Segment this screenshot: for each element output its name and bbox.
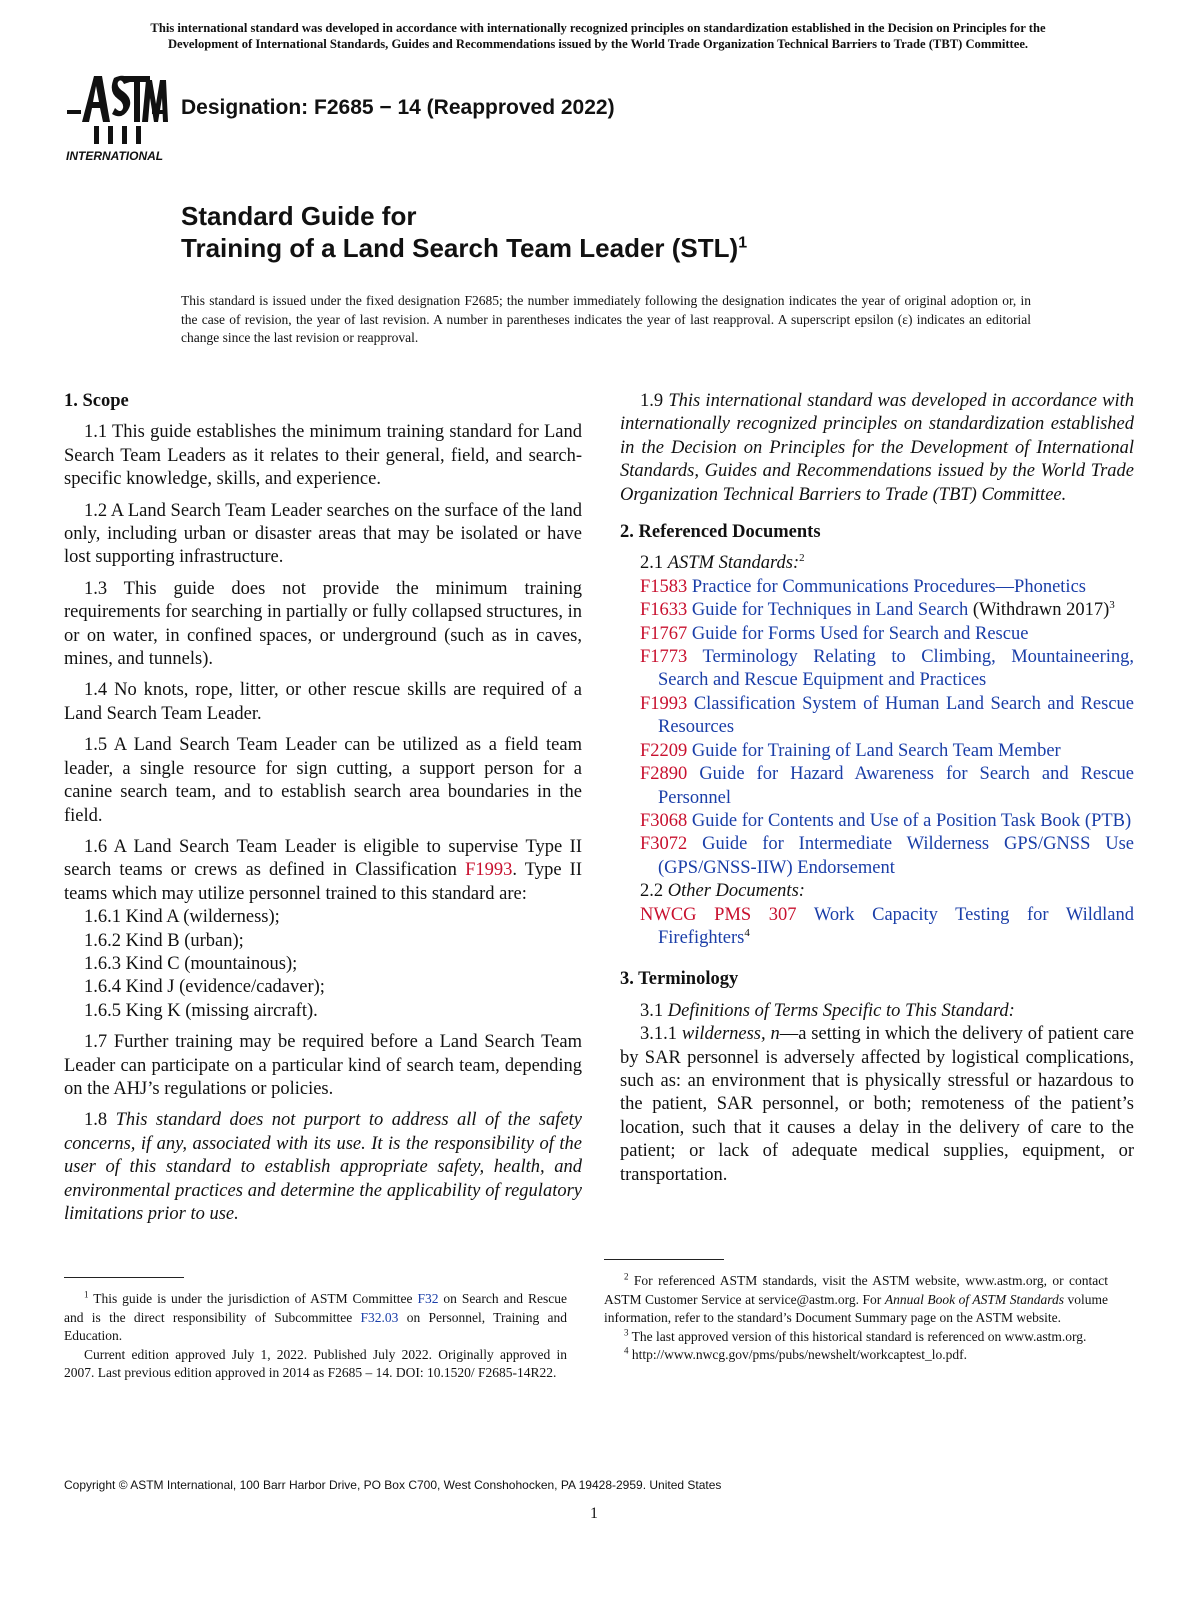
definition-wilderness bbox=[620, 1023, 1134, 1187]
definition-text: —a setting in which the delivery of patient care by SAR personnel is adversely affected by logistical complications, such as: an environment that is physically stressful or hazardous to the patient, SAR personnel, or both; remoteness of the patient’s location, such that it causes a delay in the delivery of care to the patient; or lack of adequate medical supplies, equipment, or transportation. bbox=[620, 1024, 1135, 1185]
reference-code[interactable]: NWCG PMS 307 bbox=[640, 904, 797, 925]
footnote-2-text: For referenced ASTM standards, visit the ASTM website, www.astm.org, or contact ASTM Customer Service at service@astm.org. For bbox=[604, 1273, 1108, 1307]
footnote-2 bbox=[604, 1272, 1108, 1328]
paragraph-1-9 bbox=[620, 390, 1134, 507]
footnote-ref-3[interactable]: 3 bbox=[1109, 599, 1115, 612]
reference-title[interactable]: Guide for Hazard Awareness for Search and Rescue Personnel bbox=[658, 764, 1135, 808]
astm-logo-mark bbox=[64, 70, 168, 166]
reference-code[interactable]: F3068 bbox=[640, 810, 688, 831]
definition-term: wilderness, n bbox=[681, 1024, 780, 1045]
link-f32[interactable]: F32 bbox=[417, 1291, 439, 1306]
kind-item: 1.6.4 Kind J (evidence/cadaver); bbox=[84, 977, 325, 998]
wto-notice bbox=[62, 20, 1134, 52]
reference-item[interactable] bbox=[620, 623, 1134, 646]
astm-standards-label bbox=[620, 552, 1134, 575]
reference-code[interactable]: F1773 bbox=[640, 647, 688, 668]
astm-logo bbox=[64, 70, 168, 166]
kind-item: 1.6.5 King K (missing aircraft). bbox=[84, 1000, 318, 1021]
left-column bbox=[64, 390, 582, 1234]
title-line2-text: Training of a Land Search Team Leader (STL) bbox=[181, 233, 739, 263]
paragraph-1-3: 1.3 This guide does not provide the minimum training requirements for searching in partially or fully collapsed structures, in or on water, in confined spaces, or underground (such as in caves, mines, and tunnels). bbox=[64, 578, 582, 670]
reference-item[interactable] bbox=[620, 763, 1134, 810]
reference-title[interactable]: Guide for Contents and Use of a Position Task Book (PTB) bbox=[691, 810, 1132, 831]
reference-item[interactable] bbox=[620, 646, 1134, 693]
reference-code[interactable]: F2890 bbox=[640, 764, 688, 785]
other-documents-text: Other Documents: bbox=[667, 881, 805, 902]
footnote-divider-right bbox=[604, 1259, 724, 1260]
other-documents-label bbox=[620, 880, 1134, 903]
footnote-3-text: The last approved version of this historical standard is referenced on www.astm.org. bbox=[628, 1328, 1087, 1344]
astm-standards-number: 2.1 bbox=[640, 553, 668, 574]
reference-code[interactable]: F3072 bbox=[640, 834, 688, 855]
footnote-divider-left bbox=[64, 1277, 184, 1278]
reference-title[interactable]: Guide for Training of Land Search Team Member bbox=[691, 740, 1061, 761]
right-column bbox=[620, 390, 1134, 1195]
issue-note: This standard is issued under the fixed designation F2685; the number immediately following the designation indicates the year of original adoption or, in the case of revision, the year of last revision. A number in parentheses indicates the year of last reapproval. A superscript epsilon (ε) indicates an editorial change since the last revision or reapproval. bbox=[181, 293, 1031, 345]
footnote-4 bbox=[604, 1346, 1108, 1365]
footnotes-left bbox=[64, 1290, 567, 1383]
footnote-4-url[interactable]: http://www.nwcg.gov/pms/pubs/newshelt/workcaptest_lo.pdf. bbox=[628, 1347, 967, 1362]
paragraph-1-6 bbox=[64, 836, 582, 906]
footnote-1-text-end: on Personnel, Training and Education. bbox=[64, 1309, 567, 1343]
paragraph-1-6-text: 1.6 A Land Search Team Leader is eligible to supervise Type II search teams or crews as defined in Classification bbox=[64, 836, 582, 881]
reference-title[interactable]: Classification System of Human Land Search and Rescue Resources bbox=[658, 693, 1135, 738]
paragraph-1-8-number: 1.8 bbox=[84, 1110, 116, 1131]
footnote-2-text-end: volume information, refer to the standard’s Document Summary page on the ASTM website. bbox=[604, 1291, 1109, 1325]
wto-notice-line1: This international standard was developed in accordance with internationally recognized principles on standardization established in the Decision on Principles for the bbox=[150, 21, 1046, 35]
footnotes-right bbox=[604, 1272, 1108, 1365]
paragraph-1-7: 1.7 Further training may be required before a Land Search Team Leader can participate on a particular kind of search team, depending on the AHJ’s regulations or policies. bbox=[64, 1032, 582, 1099]
definitions-text: Definitions of Terms Specific to This Standard: bbox=[667, 1000, 1015, 1021]
reference-title[interactable]: Guide for Forms Used for Search and Rescue bbox=[691, 623, 1029, 644]
title-line2 bbox=[181, 232, 747, 264]
designation: Designation: F2685 − 14 (Reapproved 2022) bbox=[181, 96, 615, 119]
footnote-2-italic: Annual Book of ASTM Standards bbox=[884, 1291, 1064, 1307]
title-footnote-ref[interactable]: 1 bbox=[738, 234, 748, 252]
footnote-1-mark: 1 bbox=[84, 1289, 89, 1300]
logo-international-text: INTERNATIONAL bbox=[66, 149, 164, 163]
section-heading-referenced-documents: 2. Referenced Documents bbox=[620, 522, 821, 543]
reference-code[interactable]: F1767 bbox=[640, 623, 688, 644]
paragraph-1-6-text-end: . Type II teams which may utilize personnel trained to this standard are: bbox=[64, 860, 582, 904]
reference-item[interactable] bbox=[620, 833, 1134, 880]
reference-item[interactable] bbox=[620, 693, 1134, 740]
reference-title[interactable]: Terminology Relating to Climbing, Mountaineering, Search and Rescue Equipment and Practices bbox=[658, 647, 1134, 691]
paragraph-1-8-text: This standard does not purport to address all of the safety concerns, if any, associated with its use. It is the responsibility of the user of this standard to establish appropriate safety, health, and environmental practices and determine the applicability of regulatory limitations prior to use. bbox=[64, 1110, 583, 1224]
document-title bbox=[181, 200, 747, 264]
page-number: 1 bbox=[590, 1505, 598, 1522]
reference-code[interactable]: F2209 bbox=[640, 740, 688, 761]
reference-code[interactable]: F1633 bbox=[640, 600, 688, 621]
footnote-1-text: This guide is under the jurisdiction of ASTM Committee bbox=[88, 1291, 418, 1306]
kind-item: 1.6.1 Kind A (wilderness); bbox=[84, 907, 280, 928]
definitions-label bbox=[620, 1000, 1134, 1023]
wto-notice-line2: Development of International Standards, Guides and Recommendations issued by the World Trade Organization Technical Barriers to Trade (TBT) Committee. bbox=[167, 37, 1029, 51]
reference-title[interactable]: Practice for Communications Procedures—Phonetics bbox=[691, 576, 1086, 597]
reference-title[interactable]: Guide for Intermediate Wilderness GPS/GNSS Use (GPS/GNSS-IIW) Endorsement bbox=[658, 834, 1134, 878]
footnote-3 bbox=[604, 1328, 1108, 1347]
footnote-3-mark: 3 bbox=[624, 1327, 629, 1337]
reference-item-nwcg[interactable] bbox=[620, 904, 1134, 951]
reference-item[interactable] bbox=[620, 740, 1134, 763]
link-f32-03[interactable]: F32.03 bbox=[360, 1309, 399, 1325]
footnote-2-mark: 2 bbox=[624, 1271, 629, 1282]
paragraph-1-9-text: This international standard was developed in accordance with internationally recognized principles on standardization established in the Decision on Principles for the Development of International Standards, Guides and Recommendations issued by the World Trade Organization Technical Barriers to Trade (TBT) Committee. bbox=[620, 391, 1135, 505]
footnote-ref-2[interactable]: 2 bbox=[799, 552, 805, 565]
title-line1: Standard Guide for bbox=[181, 201, 417, 231]
footnote-ref-4[interactable]: 4 bbox=[744, 926, 750, 939]
paragraph-1-1: 1.1 This guide establishes the minimum training standard for Land Search Team Leaders as it relates to their general, field, and search-specific knowledge, skills, and experience. bbox=[64, 422, 582, 490]
paragraph-1-2: 1.2 A Land Search Team Leader searches on the surface of the land only, including urban or disaster areas that may be isolated or have lost supporting infrastructure. bbox=[64, 500, 582, 568]
reference-code[interactable]: F1583 bbox=[640, 576, 688, 597]
footnote-1-text-mid: on Search and Rescue and is the direct responsibility of Subcommittee bbox=[64, 1291, 567, 1325]
footnote-1 bbox=[64, 1290, 567, 1346]
kind-item: 1.6.2 Kind B (urban); bbox=[84, 930, 244, 951]
reference-item[interactable] bbox=[620, 599, 1134, 622]
footnote-edition: Current edition approved July 1, 2022. Published July 2022. Originally approved in 2007. Last previous edition approved in 2014 as F2685 – 14. DOI: 10.1520/ F2685-14R22. bbox=[64, 1346, 567, 1380]
astm-standards-text: ASTM Standards: bbox=[667, 553, 800, 574]
definition-number: 3.1.1 bbox=[640, 1024, 682, 1045]
paragraph-1-8 bbox=[64, 1109, 582, 1226]
reference-item[interactable] bbox=[620, 810, 1134, 833]
paragraph-1-5: 1.5 A Land Search Team Leader can be utilized as a field team leader, a single resource for sign cutting, a support person for a canine search team, and to establish search area boundaries in the field. bbox=[64, 735, 582, 826]
reference-title[interactable]: Work Capacity Testing for Wildland Firefighters bbox=[658, 904, 1134, 948]
link-f1993[interactable]: F1993 bbox=[465, 860, 513, 881]
reference-item[interactable] bbox=[620, 576, 1134, 599]
footnote-4-mark: 4 bbox=[624, 1345, 629, 1356]
reference-code[interactable]: F1993 bbox=[640, 693, 688, 714]
definitions-number: 3.1 bbox=[640, 1000, 668, 1021]
kind-item: 1.6.3 Kind C (mountainous); bbox=[84, 953, 298, 974]
other-documents-number: 2.2 bbox=[640, 881, 668, 902]
reference-extra: (Withdrawn 2017) bbox=[968, 600, 1110, 621]
section-heading-terminology: 3. Terminology bbox=[620, 969, 739, 990]
paragraph-1-4: 1.4 No knots, rope, litter, or other rescue skills are required of a Land Search Team Leader. bbox=[64, 680, 582, 724]
paragraph-1-9-number: 1.9 bbox=[640, 391, 669, 411]
reference-title[interactable]: Guide for Techniques in Land Search bbox=[691, 600, 969, 621]
section-heading-scope: 1. Scope bbox=[64, 391, 129, 411]
copyright: Copyright © ASTM International, 100 Barr Harbor Drive, PO Box C700, West Conshohocken, PA 19428-2959. United States bbox=[64, 1478, 722, 1492]
